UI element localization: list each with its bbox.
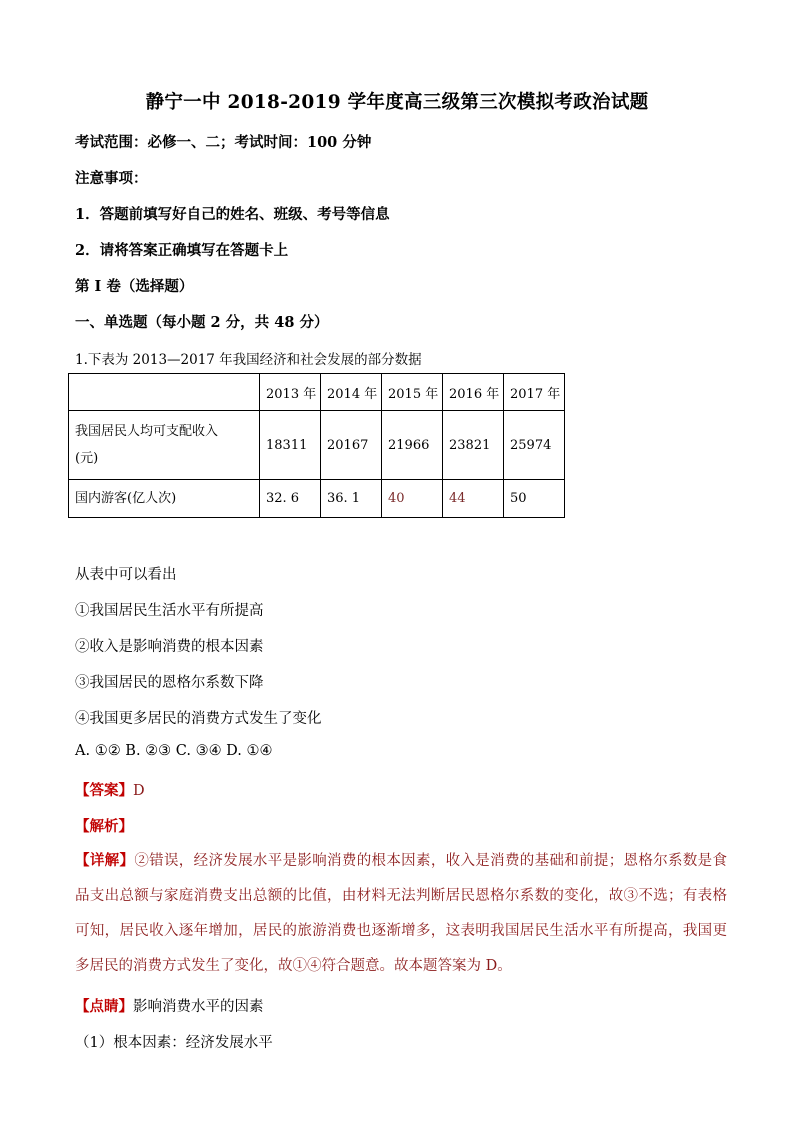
detail-text: ②错误，经济发展水平是影响消费的根本因素，收入是消费的基础和前提；恩格尔系数是食品支出总额与家庭消费支出总额的比值，由材料无法判断居民恩格尔系数的变化，故③不选；有表格可知，居民收入逐年增加，居民的旅游消费也逐渐增多，这表明我国居民生活水平有所提高，我国更多居民的消费方式发生了变化，故①④符合题意。故本题答案为 D。 — [75, 853, 728, 974]
table-row-label — [69, 411, 260, 480]
table-cell: 20167 — [321, 411, 382, 480]
row-label-line: (元) — [75, 451, 99, 466]
tip-label: 【点睛】 — [75, 998, 133, 1015]
analysis-label: 【解析】 — [75, 818, 133, 835]
table-row-label: 国内游客(亿人次) — [69, 480, 260, 518]
statement-1: ①我国居民生活水平有所提高 — [75, 603, 264, 619]
table-header-cell: 2015 年 — [382, 374, 443, 411]
answer-value: D — [133, 783, 145, 799]
answer-label: 【答案】 — [75, 782, 133, 799]
answer-line — [75, 779, 145, 800]
table-cell: 50 — [504, 480, 565, 518]
detail-label: 【详解】 — [75, 852, 135, 869]
tip-item: （1）根本因素：经济发展水平 — [75, 1035, 273, 1051]
table-header-cell: 2016 年 — [443, 374, 504, 411]
table-row — [69, 411, 565, 480]
detail-paragraph — [75, 843, 727, 984]
table-cell: 25974 — [504, 411, 565, 480]
answer-options: A. ①② B. ②③ C. ③④ D. ①④ — [75, 743, 273, 759]
section-type: 一、单选题（每小题 2 分，共 48 分） — [75, 314, 329, 331]
notice-heading: 注意事项： — [75, 170, 148, 187]
statement-3: ③我国居民的恩格尔系数下降 — [75, 675, 264, 691]
table-row — [69, 480, 565, 518]
row-label-line: 我国居民人均可支配收入 — [75, 424, 219, 439]
table-header-cell: 2013 年 — [260, 374, 321, 411]
table-header-row — [69, 374, 565, 411]
section-volume: 第 I 卷（选择题） — [75, 278, 194, 295]
table-cell: 44 — [443, 480, 504, 518]
table-cell: 40 — [382, 480, 443, 518]
statement-4: ④我国更多居民的消费方式发生了变化 — [75, 711, 322, 727]
exam-info: 考试范围：必修一、二；考试时间：100 分钟 — [75, 134, 372, 151]
data-table — [68, 373, 565, 518]
page-title: 静宁一中 2018-2019 学年度高三级第三次模拟考政治试题 — [145, 92, 649, 113]
question-lead: 从表中可以看出 — [75, 567, 177, 583]
table-cell: 36. 1 — [321, 480, 382, 518]
table-header-cell: 2014 年 — [321, 374, 382, 411]
table-cell: 18311 — [260, 411, 321, 480]
question-stem: 1.下表为 2013—2017 年我国经济和社会发展的部分数据 — [75, 352, 422, 368]
notice-item-2: 2．请将答案正确填写在答题卡上 — [75, 242, 289, 259]
table-header-cell — [69, 374, 260, 411]
statement-2: ②收入是影响消费的根本因素 — [75, 639, 264, 655]
table-header-cell: 2017 年 — [504, 374, 565, 411]
table-cell: 23821 — [443, 411, 504, 480]
tip-line — [75, 995, 264, 1016]
table-cell: 21966 — [382, 411, 443, 480]
table-cell: 32. 6 — [260, 480, 321, 518]
notice-item-1: 1．答题前填写好自己的姓名、班级、考号等信息 — [75, 206, 390, 223]
tip-text: 影响消费水平的因素 — [133, 999, 264, 1015]
